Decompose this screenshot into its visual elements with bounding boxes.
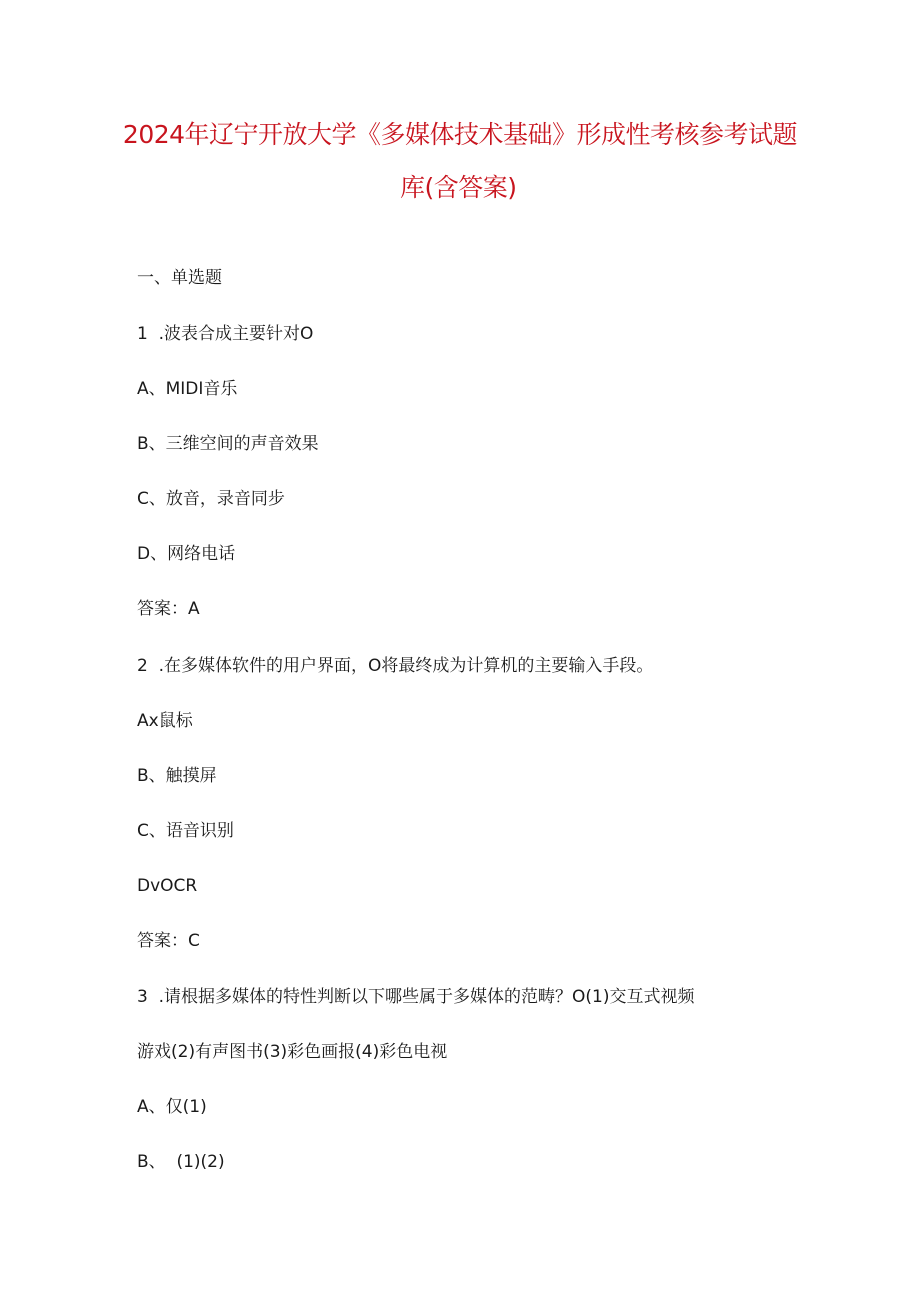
question-2-option-c: C、语音识别 [137, 821, 234, 841]
question-3-stem-line-1: 3 .请根据多媒体的特性判断以下哪些属于多媒体的范畴？O(1)交互式视频 [137, 987, 695, 1007]
question-1-option-b: B、三维空间的声音效果 [137, 434, 319, 454]
question-1-option-c: C、放音，录音同步 [137, 489, 285, 509]
section-heading: 一、单选题 [137, 268, 222, 288]
question-3-option-a: A、仅(1) [137, 1097, 207, 1117]
question-2-stem: 2 .在多媒体软件的用户界面，O将最终成为计算机的主要输入手段。 [137, 656, 654, 676]
question-2-option-b: B、触摸屏 [137, 766, 217, 786]
question-1-stem: 1 .波表合成主要针对O [137, 324, 314, 344]
question-2-answer: 答案：C [137, 931, 200, 951]
question-1-answer: 答案：A [137, 599, 200, 619]
question-2-option-d: DvOCR [137, 876, 198, 896]
document-title-line-2: 库(含答案) [400, 173, 517, 202]
question-1-option-d: D、网络电话 [137, 544, 236, 564]
question-1-option-a: A、MIDI音乐 [137, 379, 238, 399]
question-3-stem-line-2: 游戏(2)有声图书(3)彩色画报(4)彩色电视 [137, 1042, 448, 1062]
question-2-option-a: Aх鼠标 [137, 711, 193, 731]
document-title-line-1: 2024年辽宁开放大学《多媒体技术基础》形成性考核参考试题 [122, 120, 798, 149]
question-3-option-b: B、 (1)(2) [137, 1152, 225, 1172]
